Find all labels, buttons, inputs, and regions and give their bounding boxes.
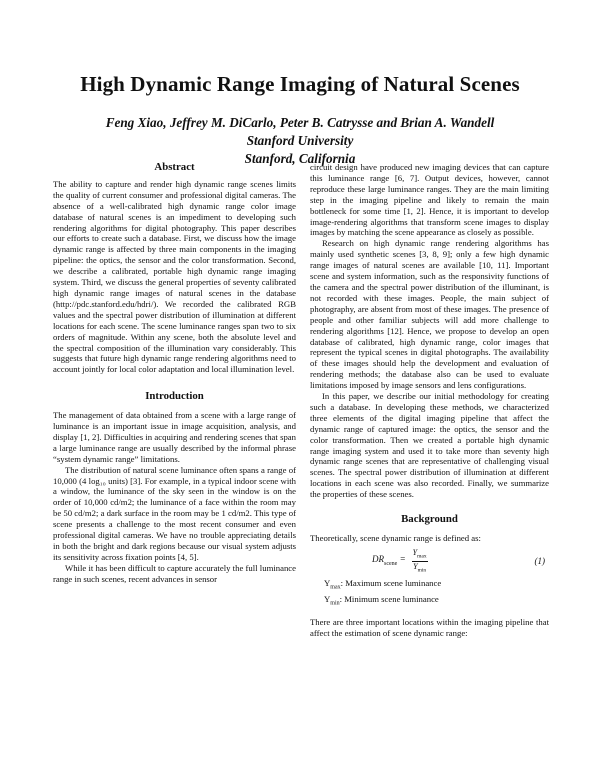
equation-denominator: $Y_{min}$ (413, 562, 427, 574)
background-tail: There are three important locations within the imaging pipeline that affect the estimation of scene dynamic range: (310, 617, 549, 639)
paper-title: High Dynamic Range Imaging of Natural Scenes (80, 72, 520, 96)
right-paragraph-2: Research on high dynamic range rendering algorithms has mainly used synthetic scenes [3, 8, 9]; only a few high dynamic range images of natural scenes are available [10, 11]. Important scene and system information, such as the responsivity functions of the camera and the spectral power distribution of the illuminant, is not recorded with these images. People, the main subject of photography, are absent from most of these images. The presence of people and other familiar subjects will add more challenge to rendering algorithms [12]. Hence, we propose to develop an open database of calibrated, high dynamic range, color images that represent the typical scenes in digital photographs. The availability of these images should help the development and evaluation of rendering methods; the database also can be used to evaluate limitations imposed by image sensors and lens configurations. (310, 238, 549, 391)
equation-fraction (412, 548, 428, 576)
intro-paragraph-1: The management of data obtained from a scene with a large range of luminance is an important issue in image acquisition, analysis, and display [1, 2]. Difficulties in acquiring and rendering scenes that span a large luminance range are usually described by the informal phrase “system dynamic range” limitations. (53, 410, 296, 464)
right-paragraph-3: In this paper, we describe our initial methodology for creating such a database. In developing these methods, we characterized three elements of the digital imaging pipeline that affect the dynamic range of captured image: the optics, the sensor and the color transformation. Then we created a portable high dynamic range imaging system and used it to take more than seventy high dynamic range scenes that are representative of challenging visual scenes. The spectral power distribution of illumination at different locations in each scene was also recorded. Finally, we summarize the properties of these scenes. (310, 391, 549, 500)
background-lead: Theoretically, scene dynamic range is defined as: (310, 533, 481, 543)
definition-ymin: $Y_{min}$: Minimum scene luminance (324, 593, 439, 607)
introduction-heading: Introduction (145, 390, 204, 403)
equation-1 (310, 547, 549, 574)
author-names: Feng Xiao, Jeffrey M. DiCarlo, Peter B. Catrysse and Brian A. Wandell (105, 115, 495, 130)
definition-ymax: $Y_{max}$: Maximum scene luminance (324, 577, 442, 591)
intro-paragraph-2: The distribution of natural scene luminance often spans a range of 10,000 (4 log₁₀ units) [3]. For example, in a typical indoor scene with a window, the luminance of the sky seen in the window is on the order of 10,000 cd/m2; the luminance of a face within the room may be 50 cd/m2; a dark surface in the room may be 1 cd/m2. This type of scene presents a challenge to the most recent consumer and even professional digital cameras. We have no trouble appreciating details in both the bright and dark regions because our visual system adjusts its sensitivity across fixation points [4, 5]. (53, 464, 296, 562)
left-column (53, 160, 296, 585)
equation-lhs: $DR_{scene}$ = (372, 554, 406, 567)
equation-body (372, 548, 428, 576)
equation-number: (1) (534, 556, 545, 567)
abstract-heading: Abstract (154, 161, 195, 173)
variable-definitions (324, 578, 549, 609)
location: Stanford, California (244, 151, 356, 166)
intro-paragraph-3: While it has been difficult to capture accurately the full luminance range in such scenes, recent advances in sensor (53, 562, 296, 584)
right-column (310, 162, 549, 639)
affiliation: Stanford University (246, 133, 354, 148)
right-paragraph-1: circuit design have produced new imaging devices that can capture this luminance range [6, 7]. Output devices, however, cannot reproduce these large luminance ranges. They are the main limiting step in the imaging pipeline and likely to remain the main bottleneck for some time [1, 2]. Hence, it is important to develop image-rendering algorithms that transform scene images to display images by matching the scene appearance as closely as possible. (310, 162, 549, 238)
abstract-text: The ability to capture and render high dynamic range scenes limits the quality of current consumer and professional digital cameras. The absence of a well-calibrated high dynamic range color image database of natural scenes is an impediment to developing such rendering algorithms for digital photography. This paper describes our efforts to create such a database. First, we discuss how the image dynamic range is affected by three main components in the imaging pipeline: the optics, the sensor and the color transformation. Second, we describe a calibrated, portable high dynamic range imaging system. Third, we discuss the general properties of seventy calibrated high dynamic range images of natural scenes in the database (http://pdc.stanford.edu/hdri/). We recorded the calibrated RGB values and the spectral power distribution of illumination at different locations for each scene. The scene luminance ranges span two to six orders of magnitude. Within any scene, both the absolute level and the spectral composition of the illumination vary considerably. This suggests that future high dynamic range rendering algorithms need to account jointly for local color adaptation and local illumination level. (53, 178, 296, 375)
background-heading: Background (401, 513, 458, 526)
equation-numerator: $Y_{max}$ (412, 548, 428, 563)
